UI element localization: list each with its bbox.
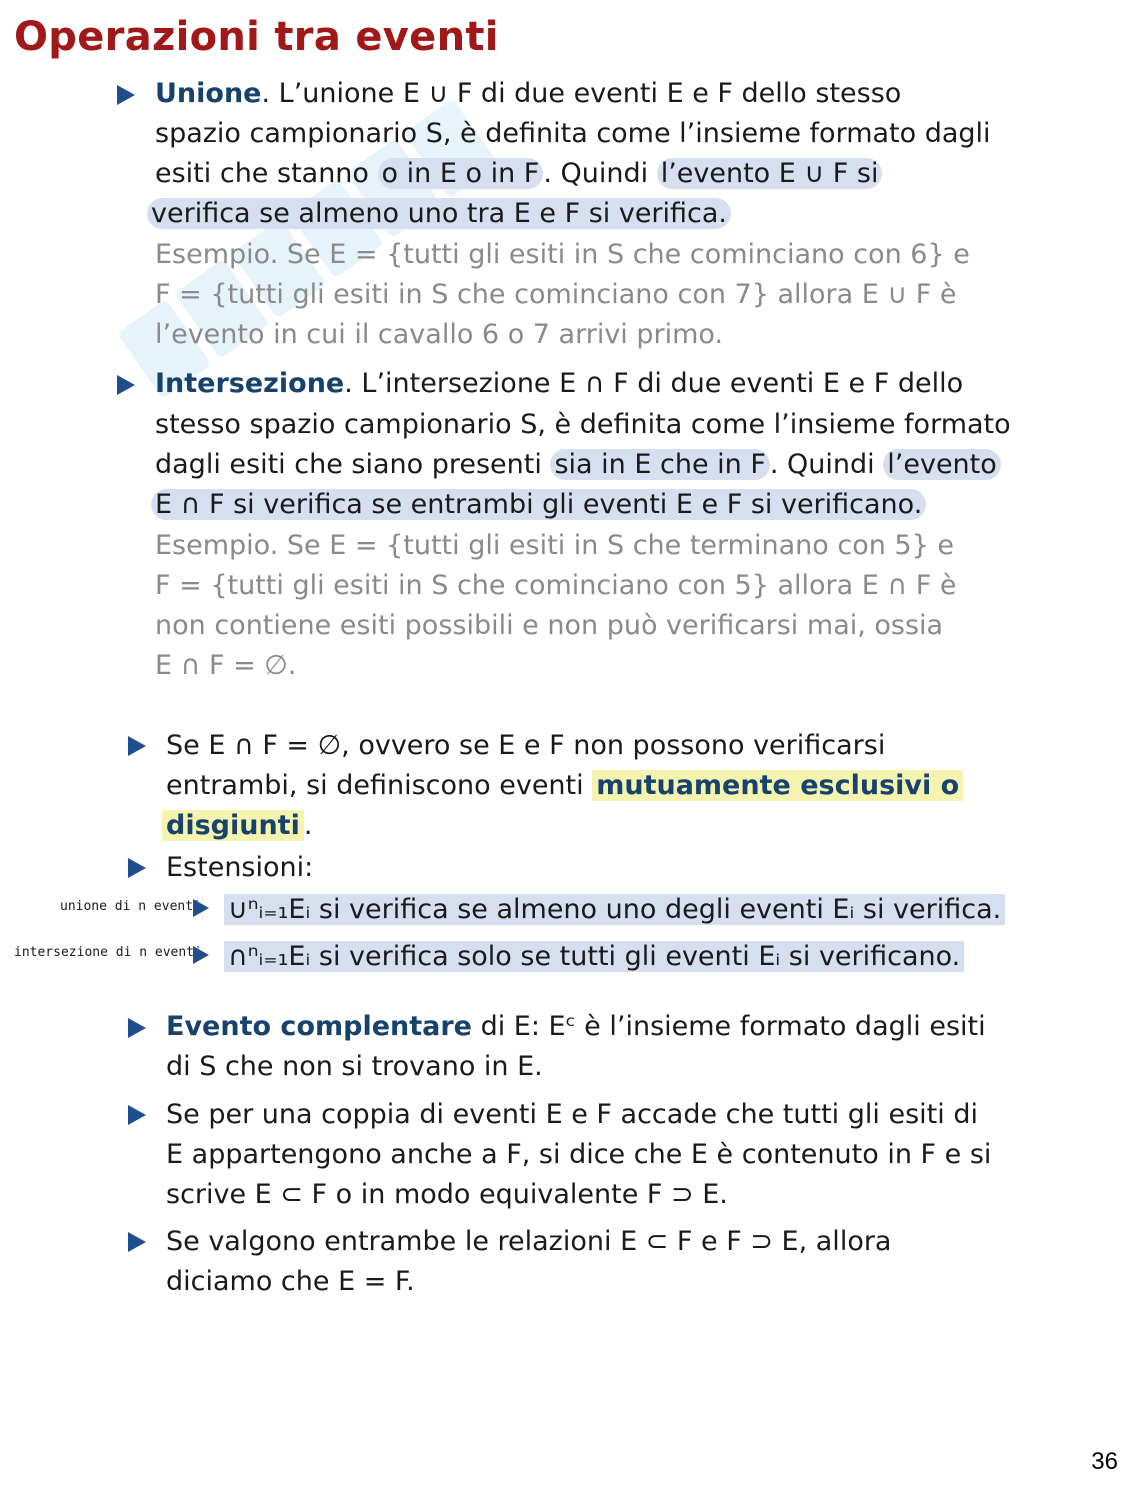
extensions-label: Estensioni:	[166, 852, 314, 883]
complement-line-1: Evento complentare di E: Eᶜ è l’insieme formato dagli esiti	[166, 1011, 986, 1042]
subset-line-3: scrive E ⊂ F o in modo equivalente F ⊃ E.	[166, 1179, 728, 1210]
union-line-1: Unione. L’unione E ∪ F di due eventi E e F dello stesso	[155, 78, 902, 109]
bullet-icon	[128, 1018, 146, 1038]
intersection-example-4: E ∩ F = ∅.	[155, 650, 297, 681]
disjoint-line-1: Se E ∩ F = ∅, ovvero se E e F non possono verificarsi	[166, 730, 886, 761]
intersection-line-3: dagli esiti che siano presenti sia in E che in F . Quindi l’evento	[155, 445, 1001, 485]
union-example-3: l’evento in cui il cavallo 6 o 7 arrivi primo.	[155, 319, 724, 350]
union-term: Unione	[155, 78, 262, 109]
intersection-highlight-c: E ∩ F si verifica se entrambi gli eventi E e F si verificano.	[151, 489, 926, 520]
intersection-line-1: Intersezione. L’intersezione E ∩ F di due eventi E e F dello	[155, 368, 964, 399]
subset-line-2: E appartengono anche a F, si dice che E è contenuto in F e si	[166, 1139, 992, 1170]
page-number: 36	[1091, 1448, 1118, 1475]
extension-intersection-line: ∩ⁿᵢ₌₁Eᵢ si verifica solo se tutti gli eventi Eᵢ si verificano.	[224, 937, 964, 977]
union-example-1: Esempio. Se E = {tutti gli esiti in S che cominciano con 6} e	[155, 239, 970, 270]
union-line-4	[147, 194, 731, 234]
disjoint-line-2: entrambi, si definiscono eventi mutuamente esclusivi o	[166, 766, 963, 806]
bullet-icon	[193, 946, 209, 964]
complement-term: Evento complentare	[166, 1011, 472, 1042]
union-example-2: F = {tutti gli esiti in S che cominciano con 7} allora E ∪ F è	[155, 279, 957, 310]
bullet-icon	[128, 1105, 146, 1125]
intersection-line-2: stesso spazio campionario S, è definita come l’insieme formato	[155, 409, 1011, 440]
disjoint-line-3: disgiunti .	[162, 806, 312, 846]
bullet-icon	[193, 899, 209, 917]
union-line-2: spazio campionario S, è definita come l’insieme formato dagli	[155, 118, 991, 149]
equality-line-2: diciamo che E = F.	[166, 1266, 415, 1297]
union-n-events-note: unione di n eventi	[60, 899, 201, 914]
bullet-icon	[128, 1232, 146, 1252]
intersection-highlight-b: l’evento	[883, 449, 1001, 480]
intersection-example-1: Esempio. Se E = {tutti gli esiti in S che terminano con 5} e	[155, 530, 954, 561]
equality-line-1: Se valgono entrambe le relazioni E ⊂ F e F ⊃ E, allora	[166, 1226, 892, 1257]
disjoint-keyword: mutuamente esclusivi o	[592, 770, 963, 801]
intersection-n-events-note: intersezione di n eventi	[14, 945, 202, 960]
intersection-example-3: non contiene esiti possibili e non può verificarsi mai, ossia	[155, 610, 944, 641]
intersection-highlight-a: sia in E che in F	[550, 449, 769, 480]
bullet-icon	[128, 858, 146, 878]
bullet-icon	[128, 736, 146, 756]
bullet-icon	[117, 375, 135, 395]
extension-union-line: ∪ⁿᵢ₌₁Eᵢ si verifica se almeno uno degli eventi Eᵢ si verifica.	[224, 890, 1005, 930]
union-highlight-a: o in E o in F	[378, 158, 544, 189]
union-highlight-b: l’evento E ∪ F si	[657, 158, 883, 189]
complement-line-2: di S che non si trovano in E.	[166, 1051, 543, 1082]
disjoint-keyword-2: disgiunti	[162, 810, 304, 841]
intersection-term: Intersezione	[155, 368, 345, 399]
union-highlight-c: verifica se almeno uno tra E e F si verifica.	[147, 198, 731, 229]
subset-line-1: Se per una coppia di eventi E e F accade che tutti gli esiti di	[166, 1099, 978, 1130]
bullet-icon	[117, 85, 135, 105]
intersection-line-4	[151, 485, 926, 525]
intersection-example-2: F = {tutti gli esiti in S che cominciano con 5} allora E ∩ F è	[155, 570, 957, 601]
page-title: Operazioni tra eventi	[14, 14, 499, 60]
union-line-3: esiti che stanno o in E o in F . Quindi l’evento E ∪ F si	[155, 154, 882, 194]
